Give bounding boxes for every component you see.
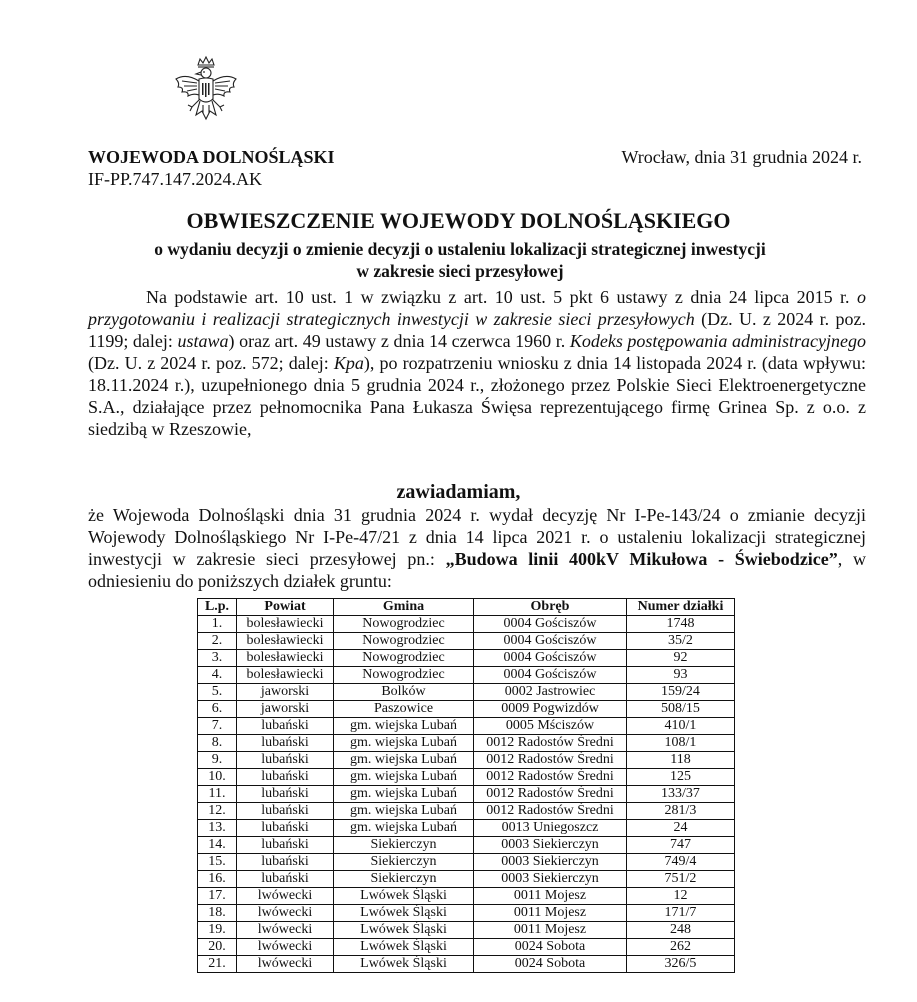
cell-gmina: gm. wiejska Lubań <box>334 752 474 769</box>
code-title: Kodeks postępowania administracyjnego <box>569 331 866 351</box>
cell-powiat: lwówecki <box>237 956 334 973</box>
cell-gmina: gm. wiejska Lubań <box>334 820 474 837</box>
cell-numer-dzialki: 248 <box>627 922 735 939</box>
act-alias: ustawa <box>177 331 229 351</box>
cell-gmina: Nowogrodziec <box>334 633 474 650</box>
cell-gmina: Lwówek Śląski <box>334 888 474 905</box>
table-row <box>198 735 735 752</box>
table-row <box>198 803 735 820</box>
cell-lp: 1. <box>198 616 237 633</box>
cell-obreb: 0012 Radostów Średni <box>474 803 627 820</box>
legal-basis-paragraph <box>88 286 866 440</box>
cell-powiat: lubański <box>237 837 334 854</box>
cell-numer-dzialki: 410/1 <box>627 718 735 735</box>
cell-lp: 14. <box>198 837 237 854</box>
cell-powiat: lubański <box>237 854 334 871</box>
cell-lp: 7. <box>198 718 237 735</box>
cell-powiat: lubański <box>237 718 334 735</box>
cell-numer-dzialki: 133/37 <box>627 786 735 803</box>
cell-obreb: 0004 Gościszów <box>474 667 627 684</box>
paragraph-text: Na podstawie art. 10 ust. 1 w związku z art. 10 ust. 5 pkt 6 ustawy z dnia 24 lipca 2015 r. <box>146 287 857 307</box>
table-row <box>198 905 735 922</box>
polish-eagle-emblem-icon <box>172 55 240 131</box>
col-header-lp: L.p. <box>198 599 237 616</box>
cell-numer-dzialki: 24 <box>627 820 735 837</box>
cell-numer-dzialki: 749/4 <box>627 854 735 871</box>
paragraph-text: ) oraz art. 49 ustawy z dnia 14 czerwca 1960 r. <box>228 331 570 351</box>
cell-lp: 18. <box>198 905 237 922</box>
subtitle-line-1: o wydaniu decyzji o zmienie decyzji o ustaleniu lokalizacji strategicznej inwestycji <box>154 239 766 259</box>
cell-powiat: bolesławiecki <box>237 616 334 633</box>
table-row <box>198 633 735 650</box>
cell-numer-dzialki: 1748 <box>627 616 735 633</box>
cell-numer-dzialki: 159/24 <box>627 684 735 701</box>
cell-powiat: bolesławiecki <box>237 633 334 650</box>
table-row <box>198 616 735 633</box>
cell-lp: 16. <box>198 871 237 888</box>
cell-powiat: lwówecki <box>237 922 334 939</box>
cell-powiat: bolesławiecki <box>237 667 334 684</box>
table-header-row <box>198 599 735 616</box>
cell-lp: 4. <box>198 667 237 684</box>
paragraph-text: (Dz. U. z 2024 r. poz. 1199; dalej: <box>88 309 867 351</box>
cell-lp: 5. <box>198 684 237 701</box>
cell-numer-dzialki: 508/15 <box>627 701 735 718</box>
cell-gmina: Nowogrodziec <box>334 667 474 684</box>
cell-obreb: 0004 Gościszów <box>474 633 627 650</box>
cell-gmina: gm. wiejska Lubań <box>334 718 474 735</box>
notify-heading: zawiadamiam, <box>396 481 521 503</box>
cell-numer-dzialki: 12 <box>627 888 735 905</box>
cell-lp: 17. <box>198 888 237 905</box>
table-row <box>198 701 735 718</box>
cell-lp: 19. <box>198 922 237 939</box>
table-row <box>198 939 735 956</box>
cell-lp: 2. <box>198 633 237 650</box>
cell-powiat: lubański <box>237 769 334 786</box>
cell-powiat: jaworski <box>237 701 334 718</box>
place-and-date: Wrocław, dnia 31 grudnia 2024 r. <box>621 147 862 167</box>
table-row <box>198 871 735 888</box>
cell-obreb: 0005 Mściszów <box>474 718 627 735</box>
table-row <box>198 837 735 854</box>
cell-obreb: 0013 Uniegoszcz <box>474 820 627 837</box>
table-row <box>198 684 735 701</box>
cell-numer-dzialki: 93 <box>627 667 735 684</box>
cell-gmina: Bolków <box>334 684 474 701</box>
cell-numer-dzialki: 118 <box>627 752 735 769</box>
paragraph-text: ), po rozpatrzeniu wniosku z dnia 14 listopada 2024 r. (data wpływu: 18.11.2024 r.), uzupełnionego dnia 5 grudnia 2024 r., złożonego przez Polskie Sieci Elektroenergetyczne S.A., działające przez pełnomocnika Pana Łukasza Święsa reprezentującego firmę Grinea Sp. z o.o. z siedzibą w Rzeszowie, <box>88 353 867 439</box>
table-row <box>198 854 735 871</box>
cell-gmina: Siekierczyn <box>334 854 474 871</box>
table-row <box>198 820 735 837</box>
notice-text: , w odniesieniu do poniższych działek gruntu: <box>88 549 866 591</box>
cell-obreb: 0024 Sobota <box>474 939 627 956</box>
cell-gmina: gm. wiejska Lubań <box>334 786 474 803</box>
subtitle-line-2: w zakresie sieci przesyłowej <box>356 261 564 281</box>
cell-lp: 6. <box>198 701 237 718</box>
header-left <box>88 146 335 190</box>
investment-name: „Budowa linii 400kV Mikułowa - Świebodzice” <box>445 549 838 569</box>
col-header-powiat: Powiat <box>237 599 334 616</box>
cell-gmina: Lwówek Śląski <box>334 922 474 939</box>
cell-lp: 21. <box>198 956 237 973</box>
cell-lp: 15. <box>198 854 237 871</box>
cell-numer-dzialki: 262 <box>627 939 735 956</box>
table-row <box>198 650 735 667</box>
cell-numer-dzialki: 92 <box>627 650 735 667</box>
issuing-office: WOJEWODA DOLNOŚLĄSKI <box>88 147 335 167</box>
table-row <box>198 786 735 803</box>
document-subtitle <box>60 238 860 282</box>
cell-obreb: 0011 Mojesz <box>474 905 627 922</box>
cell-obreb: 0002 Jastrowiec <box>474 684 627 701</box>
col-header-numer-dzialki: Numer działki <box>627 599 735 616</box>
cell-gmina: Lwówek Śląski <box>334 939 474 956</box>
cell-lp: 3. <box>198 650 237 667</box>
cell-lp: 20. <box>198 939 237 956</box>
cell-lp: 8. <box>198 735 237 752</box>
cell-obreb: 0004 Gościszów <box>474 616 627 633</box>
cell-lp: 11. <box>198 786 237 803</box>
cell-numer-dzialki: 171/7 <box>627 905 735 922</box>
table-row <box>198 956 735 973</box>
paragraph-text: (Dz. U. z 2024 r. poz. 572; dalej: <box>88 353 334 373</box>
cell-numer-dzialki: 751/2 <box>627 871 735 888</box>
cell-obreb: 0011 Mojesz <box>474 922 627 939</box>
cell-gmina: Siekierczyn <box>334 871 474 888</box>
notice-paragraph <box>88 504 866 592</box>
cell-numer-dzialki: 35/2 <box>627 633 735 650</box>
cell-obreb: 0011 Mojesz <box>474 888 627 905</box>
cell-gmina: gm. wiejska Lubań <box>334 769 474 786</box>
cell-obreb: 0004 Gościszów <box>474 650 627 667</box>
cell-powiat: jaworski <box>237 684 334 701</box>
reference-number: IF-PP.747.147.2024.AK <box>88 169 263 189</box>
table-row <box>198 752 735 769</box>
cell-obreb: 0012 Radostów Średni <box>474 769 627 786</box>
cell-lp: 12. <box>198 803 237 820</box>
table-row <box>198 667 735 684</box>
table-row <box>198 888 735 905</box>
cell-gmina: Paszowice <box>334 701 474 718</box>
cell-lp: 13. <box>198 820 237 837</box>
cell-numer-dzialki: 326/5 <box>627 956 735 973</box>
document-title: OBWIESZCZENIE WOJEWODY DOLNOŚLĄSKIEGO <box>186 208 731 233</box>
cell-obreb: 0024 Sobota <box>474 956 627 973</box>
act-title: o przygotowaniu i realizacji strategicznych inwestycji w zakresie sieci przesyłowych <box>88 287 866 329</box>
cell-obreb: 0012 Radostów Średni <box>474 735 627 752</box>
cell-powiat: lwówecki <box>237 939 334 956</box>
cell-lp: 10. <box>198 769 237 786</box>
table-row <box>198 718 735 735</box>
cell-obreb: 0003 Siekierczyn <box>474 854 627 871</box>
cell-lp: 9. <box>198 752 237 769</box>
cell-gmina: gm. wiejska Lubań <box>334 803 474 820</box>
cell-powiat: lubański <box>237 820 334 837</box>
cell-gmina: Nowogrodziec <box>334 650 474 667</box>
cell-gmina: Lwówek Śląski <box>334 905 474 922</box>
cell-gmina: gm. wiejska Lubań <box>334 735 474 752</box>
cell-powiat: lubański <box>237 871 334 888</box>
col-header-gmina: Gmina <box>334 599 474 616</box>
cell-obreb: 0003 Siekierczyn <box>474 871 627 888</box>
parcels-table <box>197 598 735 973</box>
cell-obreb: 0012 Radostów Średni <box>474 786 627 803</box>
cell-powiat: bolesławiecki <box>237 650 334 667</box>
cell-powiat: lubański <box>237 786 334 803</box>
table-row <box>198 922 735 939</box>
cell-obreb: 0009 Pogwizdów <box>474 701 627 718</box>
cell-numer-dzialki: 281/3 <box>627 803 735 820</box>
cell-powiat: lubański <box>237 752 334 769</box>
notice-text: że Wojewoda Dolnośląski dnia 31 grudnia 2024 r. wydał decyzję Nr I-Pe-143/24 o zmianie decyzji Wojewody Dolnośląskiego Nr I-Pe-47/21 z dnia 14 lipca 2021 r. o ustaleniu lokalizacji strategicznej inwestycji w zakresie sieci przesyłowej pn.: <box>88 505 866 569</box>
cell-gmina: Nowogrodziec <box>334 616 474 633</box>
cell-powiat: lubański <box>237 735 334 752</box>
cell-powiat: lubański <box>237 803 334 820</box>
cell-numer-dzialki: 108/1 <box>627 735 735 752</box>
cell-gmina: Lwówek Śląski <box>334 956 474 973</box>
cell-numer-dzialki: 747 <box>627 837 735 854</box>
cell-gmina: Siekierczyn <box>334 837 474 854</box>
table-row <box>198 769 735 786</box>
col-header-obreb: Obręb <box>474 599 627 616</box>
cell-powiat: lwówecki <box>237 888 334 905</box>
cell-numer-dzialki: 125 <box>627 769 735 786</box>
cell-obreb: 0003 Siekierczyn <box>474 837 627 854</box>
cell-powiat: lwówecki <box>237 905 334 922</box>
code-alias: Kpa <box>333 353 364 373</box>
cell-obreb: 0012 Radostów Średni <box>474 752 627 769</box>
